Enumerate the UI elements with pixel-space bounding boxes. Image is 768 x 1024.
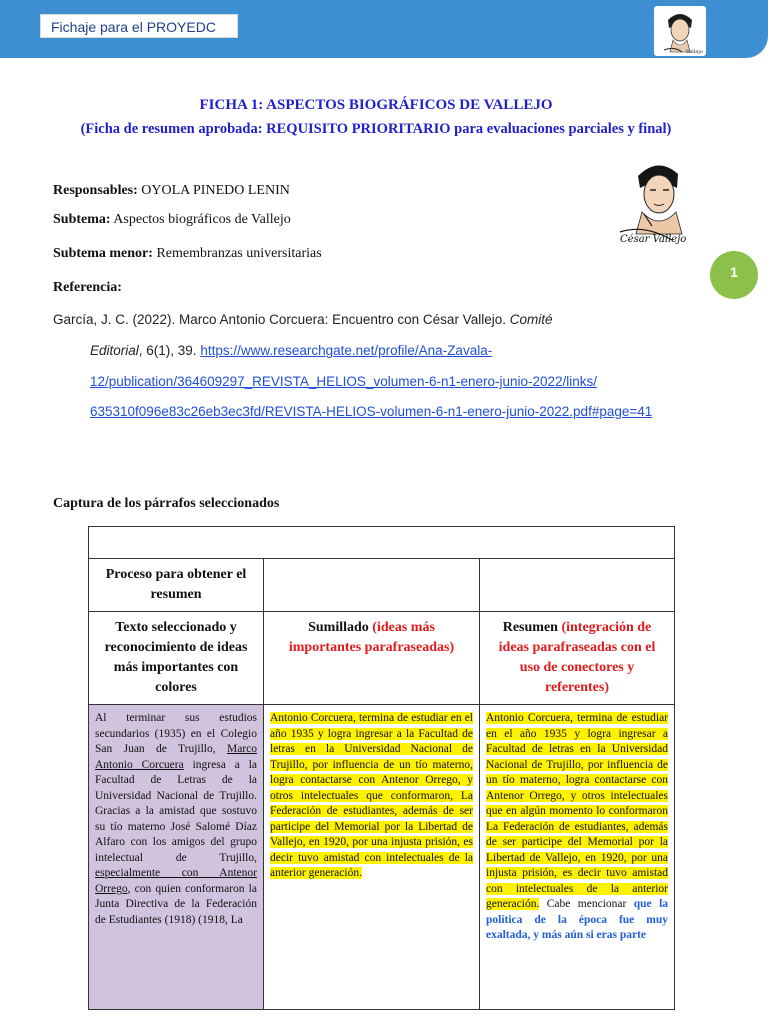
reference-url-link-cont[interactable]: 12/publication/364609297_REVISTA_HELIOS_volumen-6-n1-enero-junio-2022/links/ xyxy=(90,374,598,389)
reference-line-3 xyxy=(90,374,597,389)
referencia-label: Referencia: xyxy=(53,280,122,295)
referencia-field xyxy=(53,280,122,296)
table-empty-header xyxy=(89,527,675,559)
sumillado-title: Sumillado xyxy=(308,620,373,635)
reference-text: García, J. C. (2022). Marco Antonio Corcuera: Encuentro con César Vallejo. xyxy=(53,312,510,327)
underlined-idea: Marco Antonio Corcuera xyxy=(95,743,257,771)
reference-line-1 xyxy=(53,312,552,327)
table-row xyxy=(89,527,675,559)
resumen-highlighted-text: Antonio Corcuera, termina de estudiar en el año 1935 y logra ingresar a Facultad de letras en la Universidad Nacional de Trujillo, por influencia de un tío materno, logra contactarse con Antenor Orrego, y otros intelectuales que en algún momento lo conformaron La Federación de estudiantes, además de ser participe del Memorial por la Libertad de Vallejo, en 1920, por una injusta prisión, es decir tuvo amistad con intelectuales de la anterior generación. xyxy=(486,712,669,910)
empty-cell xyxy=(264,559,480,612)
subtema-menor-value: Remembranzas universitarias xyxy=(156,246,322,261)
resumen-cell xyxy=(480,705,675,1010)
resumen-blue-text: que la política de la época fue muy exaltada, y más aún si eras parte xyxy=(486,898,669,941)
reference-journal-cont: Editorial xyxy=(90,343,139,358)
process-header: Proceso para obtener el resumen xyxy=(89,559,264,612)
column-header-selected-text: Texto seleccionado y reconocimiento de ideas más importantes con colores xyxy=(89,612,264,705)
subtema-field xyxy=(53,212,291,228)
reference-journal: Comité xyxy=(509,312,553,327)
selected-text-part: con quien conformaron la Junta Directiva de la Federación de Estudiantes (1918) (1918, La xyxy=(95,882,257,926)
page-number-badge: 1 xyxy=(710,251,758,299)
responsables-label: Responsables: xyxy=(53,183,138,198)
column-header-resumen xyxy=(480,612,675,705)
reference-line-2 xyxy=(90,343,492,358)
document-subtitle: (Ficha de resumen aprobada: REQUISITO PRIORITARIO para evaluaciones parciales y final) xyxy=(80,121,672,137)
selected-text-part: ingresa a la Facultad de Letras de la Universidad Nacional de Trujillo. Gracias a la amistad que sostuvo su tío materno José Salomé Díaz Alfaro con los amigos del grupo intelectual de Trujillo, xyxy=(95,758,257,864)
responsables-value: OYOLA PINEDO LENIN xyxy=(141,183,290,198)
svg-text:Vallejo: Vallejo xyxy=(686,49,703,55)
sumillado-text: Antonio Corcuera, termina de estudiar en el año 1935 y logra ingresar a la Facultad de letras en la Universidad Nacional de Trujillo, por influencia de un tío materno, logra contactarse con Antenor Orrego, y otros intelectuales que conformaron, La Federación de estudiantes, además de ser participe del Memorial por la Libertad de Vallejo, en 1920, por una injusta prisión, es decir tuvo amistad con intelectuales de la anterior generación. xyxy=(270,712,473,879)
summary-table xyxy=(88,526,675,1010)
subtema-menor-field xyxy=(53,246,322,262)
reference-url-link[interactable]: https://www.researchgate.net/profile/Ana-Zavala- xyxy=(200,343,493,358)
resumen-note: (integración de ideas parafraseadas con el uso de conectores y referentes) xyxy=(498,620,656,695)
empty-cell xyxy=(480,559,675,612)
column-header-sumillado xyxy=(264,612,480,705)
reference-line-4 xyxy=(90,404,652,419)
table-row xyxy=(89,559,675,612)
subtema-label: Subtema: xyxy=(53,212,111,227)
subtema-value: Aspectos biográficos de Vallejo xyxy=(113,212,291,227)
table-row xyxy=(89,612,675,705)
document-title: FICHA 1: ASPECTOS BIOGRÁFICOS DE VALLEJO xyxy=(199,97,553,113)
reference-url-link-end[interactable]: 635310f096e83c26eb3ec3fd/REVISTA-HELIOS-volumen-6-n1-enero-junio-2022.pdf#page=41 xyxy=(90,404,653,419)
resumen-title: Resumen xyxy=(502,620,562,635)
vallejo-portrait-logo xyxy=(654,6,706,56)
selected-text-part: Al terminar sus estudios secundarios (1935) en el Colegio San Juan de Trujillo, xyxy=(95,712,257,755)
resumen-plain-text: Cabe mencionar xyxy=(539,898,634,910)
section-caption: Captura de los párrafos seleccionados xyxy=(53,496,280,511)
underlined-idea: especialmente con Antenor Orrego, xyxy=(95,867,257,895)
sumillado-note: (ideas más importantes parafraseadas) xyxy=(288,620,455,655)
subtema-menor-label: Subtema menor: xyxy=(53,246,153,261)
selected-text-cell xyxy=(89,705,264,1010)
svg-text:César Vallejo: César Vallejo xyxy=(620,234,687,245)
table-row xyxy=(89,705,675,1010)
responsables-field xyxy=(53,183,290,199)
sumillado-cell xyxy=(264,705,480,1010)
header-label: Fichaje para el PROYEDC xyxy=(40,14,238,38)
vallejo-portrait-illustration xyxy=(614,154,702,246)
reference-volume: , 6(1), 39. xyxy=(138,343,201,358)
